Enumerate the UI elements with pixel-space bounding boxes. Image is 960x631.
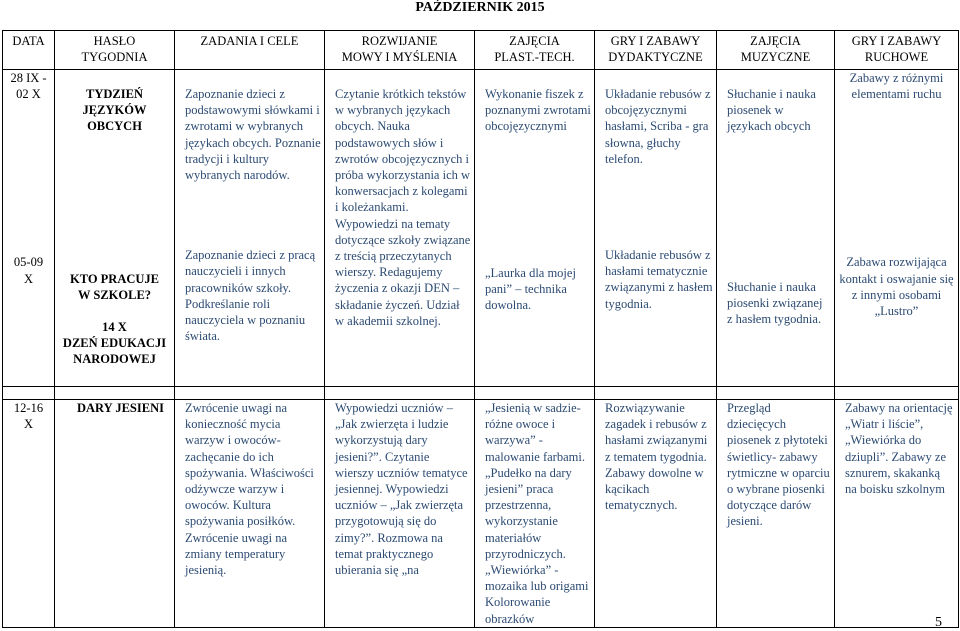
movement-cell: Zabawy z różnymi elementami ruchu Zabawa rozwijająca kontakt i oswajanie się z innymi osobami „Lustro” <box>835 70 959 387</box>
art-cell: Wykonanie fiszek z poznanymi zwrotami obcojęzycznymi „Laurka dla mojej pani” – technika dowolna. <box>475 70 595 387</box>
didactic-cell: Rozwiązywanie zagadek i rebusów z hasłami związanymi z tematem tygodnia. Zabawy dowolne w kącikach tematycznych. <box>595 400 717 628</box>
didactic-cell: Układanie rebusów z obcojęzycznymi hasłami, Scriba - gra słowna, głuchy telefon. Układanie rebusów z hasłami tematycznie związanymi z hasłem tygodnia. <box>595 70 717 387</box>
page-title: PAŹDZIERNIK 2015 <box>415 0 545 15</box>
header-art: ZAJĘCIA PLAST.-TECH. <box>475 31 595 70</box>
speech-cell: Wypowiedzi uczniów – „Jak zwierzęta i ludzie wykorzystują dary jesieni?”. Czytanie wierszy uczniów tematyce jesiennej. Wypowiedzi uczniów – „Jak zwierzęta przygotowują się do zimy?”. Rozmowa na temat praktycznego ubierania się „na <box>325 400 475 628</box>
page-number: 5 <box>935 615 942 630</box>
header-tasks: ZADANIA I CELE <box>175 31 325 70</box>
tasks-cell: Zwrócenie uwagi na konieczność mycia warzyw i owoców- zachęcanie do ich spożywania. Właściwości odżywcze warzyw i owoców. Kultura spożywania posiłków. Zwrócenie uwagi na zmiany temperatury jesienią. <box>175 400 325 628</box>
header-motto: HASŁO TYGODNIA <box>55 31 175 70</box>
motto-cell: TYDZIEŃ JĘZYKÓW OBCYCH KTO PRACUJE W SZKOLE? 14 X DZEŃ EDUKACJI NARODOWEJ <box>55 70 175 387</box>
spacer-row <box>3 387 959 400</box>
tasks-cell: Zapoznanie dzieci z podstawowymi słówkami i zwrotami w wybranych językach obcych. Poznanie tradycji i kultury wybranych narodów. Zapoznanie dzieci z pracą nauczycieli i innych pracowników szkoły. Podkreślanie roli nauczyciela w poznaniu świata. <box>175 70 325 387</box>
header-row <box>3 31 959 70</box>
art-cell: „Jesienią w sadzie- różne owoce i warzywa” - malowanie farbami. „Pudełko na dary jesieni” praca przestrzenna, wykorzystanie materiałów przyrodniczych. „Wiewiórka” - mozaika lub origami Kolorowanie obrazków <box>475 400 595 628</box>
header-date: DATA <box>3 31 55 70</box>
motto-cell: DARY JESIENI <box>55 400 175 628</box>
movement-cell: Zabawy na orientację „Wiatr i liście”, „Wiewiórka do dziupli”. Zabawy ze sznurem, skakanką na boisku szkolnym <box>835 400 959 628</box>
date-cell: 28 IX - 02 X 05-09 X <box>3 70 55 387</box>
plan-table <box>2 30 959 628</box>
weeks-1-2-row <box>3 70 959 387</box>
speech-cell: Czytanie krótkich tekstów w wybranych językach obcych. Nauka podstawowych słów i zwrotów obcojęzycznych i próba wykorzystania ich w konwersacjach z kolegami i koleżankami. Wypowiedzi na tematy dotyczące szkoły związane z treścią przeczytanych wierszy. Redagujemy życzenia z okazji DEN – składanie życzeń. Udział w akademii szkolnej. <box>325 70 475 387</box>
header-speech: ROZWIJANIE MOWY I MYŚLENIA <box>325 31 475 70</box>
date-cell: 12-16 X <box>3 400 55 628</box>
header-movement: GRY I ZABAWY RUCHOWE <box>835 31 959 70</box>
week-3-row <box>3 400 959 628</box>
header-didactic: GRY I ZABAWY DYDAKTYCZNE <box>595 31 717 70</box>
header-music: ZAJĘCIA MUZYCZNE <box>717 31 835 70</box>
music-cell: Przegląd dziecięcych piosenek z płytoteki świetlicy- zabawy rytmiczne w oparciu o wybrane piosenki dotyczące darów jesieni. <box>717 400 835 628</box>
music-cell: Słuchanie i nauka piosenek w językach obcych Słuchanie i nauka piosenki związanej z hasłem tygodnia. <box>717 70 835 387</box>
